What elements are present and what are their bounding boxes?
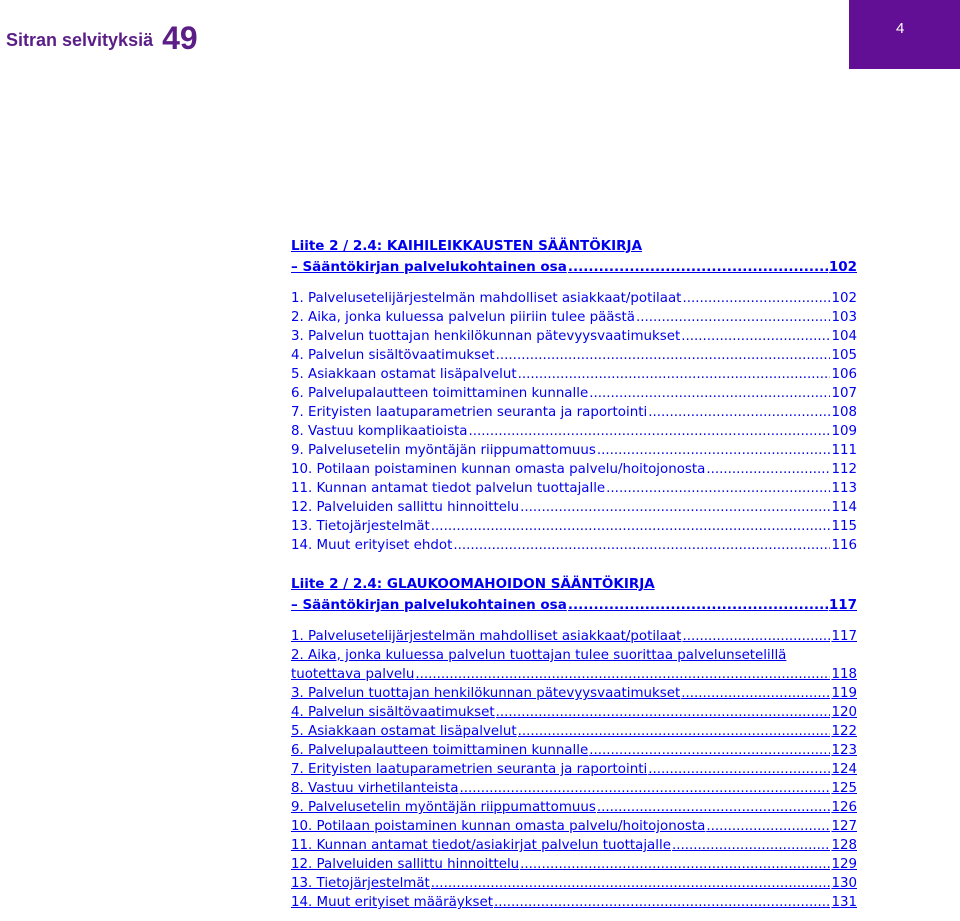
page-number-tab: [849, 0, 960, 69]
leader-dots: [518, 722, 831, 741]
toc-entry[interactable]: [291, 779, 857, 798]
leader-dots: [568, 595, 828, 616]
toc-entry-title: 8. Vastuu komplikaatioista: [291, 424, 468, 439]
toc-entry[interactable]: [291, 855, 857, 874]
leader-dots: [682, 627, 830, 646]
leader-dots: [431, 517, 831, 536]
toc-entry-title: 13. Tietojärjestelmät: [291, 519, 430, 534]
toc-entry-title: 7. Erityisten laatuparametrien seuranta ja raportointi: [291, 405, 648, 420]
toc-entry-title: 4. Palvelun sisältövaatimukset: [291, 705, 495, 720]
toc-entry-title: 14. Muut erityiset määräykset: [291, 895, 493, 910]
leader-dots: [672, 836, 830, 855]
toc-entry-title: 12. Palveluiden sallittu hinnoittelu: [291, 857, 520, 872]
leader-dots: [520, 498, 830, 517]
toc-entry-title-line1[interactable]: 2. Aika, jonka kuluessa palvelun tuottajan tulee suorittaa palvelunsetelillä: [291, 648, 787, 663]
leader-dots: [568, 257, 828, 278]
toc-entry[interactable]: [291, 722, 857, 741]
toc-section-glaucoma: [291, 574, 861, 912]
series-title: [6, 22, 198, 56]
toc-entry[interactable]: [291, 441, 857, 460]
section-heading-line1: Liite 2 / 2.4: GLAUKOOMAHOIDON SÄÄNTÖKIRJA: [291, 576, 655, 592]
toc-entry-title: 8. Vastuu virhetilanteista: [291, 781, 459, 796]
toc-entry-page: 102: [831, 291, 857, 306]
leader-dots: [496, 703, 831, 722]
leader-dots: [706, 817, 830, 836]
toc-entry-title: 1. Palvelusetelijärjestelmän mahdolliset asiakkaat/potilaat: [291, 629, 682, 644]
toc-entry-page: 123: [831, 743, 857, 758]
toc-entry[interactable]: [291, 817, 857, 836]
toc-entry-page: 114: [831, 500, 857, 515]
page-header: [0, 0, 960, 80]
leader-dots: [518, 365, 831, 384]
toc-entry[interactable]: [291, 403, 857, 422]
toc-entry[interactable]: [291, 289, 857, 308]
leader-dots: [648, 760, 830, 779]
series-number: 49: [162, 20, 198, 56]
leader-dots: [431, 874, 831, 893]
toc-entry-page: 106: [831, 367, 857, 382]
toc-entry-page: 126: [831, 800, 857, 815]
leader-dots: [520, 855, 830, 874]
toc-entry-page: 113: [831, 481, 857, 496]
toc-entry-page: 109: [831, 424, 857, 439]
toc-entry-page: 111: [831, 443, 857, 458]
section-heading-line1: Liite 2 / 2.4: KAIHILEIKKAUSTEN SÄÄNTÖKIRJA: [291, 238, 643, 254]
toc-entry-page: 125: [831, 781, 857, 796]
toc-entry[interactable]: [291, 684, 857, 703]
toc-entry-page: 122: [831, 724, 857, 739]
toc-entry-page: 117: [831, 629, 857, 644]
toc-entry[interactable]: [291, 741, 857, 760]
toc-entry-list: [291, 627, 861, 912]
leader-dots: [496, 346, 831, 365]
toc-entry-title: 4. Palvelun sisältövaatimukset: [291, 348, 495, 363]
toc-entry-title: 10. Potilaan poistaminen kunnan omasta palvelu/hoitojonosta: [291, 462, 706, 477]
toc-entry-page: 129: [831, 857, 857, 872]
toc-entry[interactable]: [291, 703, 857, 722]
leader-dots: [682, 289, 830, 308]
toc-entry-title: 2. Aika, jonka kuluessa palvelun piiriin tulee päästä: [291, 310, 635, 325]
section-heading-line2: – Sääntökirjan palvelukohtainen osa: [291, 597, 567, 613]
toc-entry-title: 6. Palvelupalautteen toimittaminen kunnalle: [291, 386, 589, 401]
toc-entry-page: 131: [831, 895, 857, 910]
leader-dots: [606, 479, 830, 498]
leader-dots: [589, 384, 830, 403]
table-of-contents: [291, 236, 861, 912]
toc-entry[interactable]: [291, 517, 857, 536]
toc-entry-page: 118: [831, 667, 857, 682]
toc-entry-title: 9. Palvelusetelin myöntäjän riippumattomuus: [291, 800, 596, 815]
leader-dots: [494, 893, 830, 912]
leader-dots: [681, 327, 830, 346]
leader-dots: [459, 779, 830, 798]
toc-entry-page: 108: [831, 405, 857, 420]
toc-entry-page: 119: [831, 686, 857, 701]
toc-entry-title: 11. Kunnan antamat tiedot palvelun tuottajalle: [291, 481, 606, 496]
toc-entry-page: 104: [831, 329, 857, 344]
toc-entry[interactable]: [291, 536, 857, 555]
toc-entry-title: 5. Asiakkaan ostamat lisäpalvelut: [291, 724, 517, 739]
toc-entry-page: 120: [831, 705, 857, 720]
toc-entry-title: 14. Muut erityiset ehdot: [291, 538, 453, 553]
toc-entry-page: 127: [831, 819, 857, 834]
toc-entry[interactable]: [291, 874, 857, 893]
toc-entry-title: 12. Palveluiden sallittu hinnoittelu: [291, 500, 520, 515]
toc-entry-title: 3. Palvelun tuottajan henkilökunnan pätevyysvaatimukset: [291, 686, 681, 701]
toc-entry-page: 103: [831, 310, 857, 325]
leader-dots: [681, 684, 830, 703]
toc-entry[interactable]: [291, 479, 857, 498]
section-heading-page: 117: [828, 597, 857, 613]
toc-entry-title: 13. Tietojärjestelmät: [291, 876, 430, 891]
toc-entry-title: 3. Palvelun tuottajan henkilökunnan pätevyysvaatimukset: [291, 329, 681, 344]
toc-entry-title: 6. Palvelupalautteen toimittaminen kunnalle: [291, 743, 589, 758]
toc-entry-title: 1. Palvelusetelijärjestelmän mahdolliset asiakkaat/potilaat: [291, 291, 682, 306]
toc-entry[interactable]: [291, 422, 857, 441]
leader-dots: [597, 441, 831, 460]
toc-entry-list: [291, 289, 861, 555]
leader-dots: [453, 536, 830, 555]
toc-entry-title-continuation: tuotettava palvelu: [291, 667, 415, 682]
leader-dots: [648, 403, 830, 422]
toc-entry-page: 128: [831, 838, 857, 853]
section-heading-page: 102: [828, 259, 857, 275]
section-heading-link[interactable]: [291, 574, 861, 616]
toc-entry[interactable]: [291, 365, 857, 384]
toc-entry[interactable]: [291, 460, 857, 479]
leader-dots: [706, 460, 830, 479]
toc-entry[interactable]: [291, 384, 857, 403]
toc-entry-page: 130: [831, 876, 857, 891]
page-number: 4: [896, 20, 905, 37]
toc-entry-page: 115: [831, 519, 857, 534]
toc-entry-title: 10. Potilaan poistaminen kunnan omasta palvelu/hoitojonosta: [291, 819, 706, 834]
toc-entry[interactable]: [291, 893, 857, 912]
toc-entry-page: 105: [831, 348, 857, 363]
toc-entry[interactable]: [291, 836, 857, 855]
toc-entry-title: 11. Kunnan antamat tiedot/asiakirjat palvelun tuottajalle: [291, 838, 671, 853]
toc-entry-title: 5. Asiakkaan ostamat lisäpalvelut: [291, 367, 517, 382]
toc-entry[interactable]: [291, 798, 857, 817]
toc-entry-page: 116: [831, 538, 857, 553]
toc-entry[interactable]: [291, 627, 857, 646]
toc-entry[interactable]: [291, 327, 857, 346]
toc-entry-page: 112: [831, 462, 857, 477]
toc-entry[interactable]: [291, 665, 857, 684]
leader-dots: [415, 665, 830, 684]
toc-entry[interactable]: [291, 308, 857, 327]
leader-dots: [589, 741, 830, 760]
leader-dots: [636, 308, 831, 327]
toc-entry[interactable]: [291, 498, 857, 517]
toc-entry-title: 7. Erityisten laatuparametrien seuranta ja raportointi: [291, 762, 648, 777]
toc-entry[interactable]: [291, 346, 857, 365]
toc-entry-page: 107: [831, 386, 857, 401]
section-heading-link[interactable]: [291, 236, 861, 278]
leader-dots: [597, 798, 831, 817]
toc-entry[interactable]: [291, 760, 857, 779]
leader-dots: [469, 422, 831, 441]
toc-section-cataract: [291, 236, 861, 555]
toc-entry-page: 124: [831, 762, 857, 777]
section-heading-line2: – Sääntökirjan palvelukohtainen osa: [291, 259, 567, 275]
series-title-text: Sitran selvityksiä: [6, 30, 154, 50]
toc-entry-title: 9. Palvelusetelin myöntäjän riippumattomuus: [291, 443, 596, 458]
